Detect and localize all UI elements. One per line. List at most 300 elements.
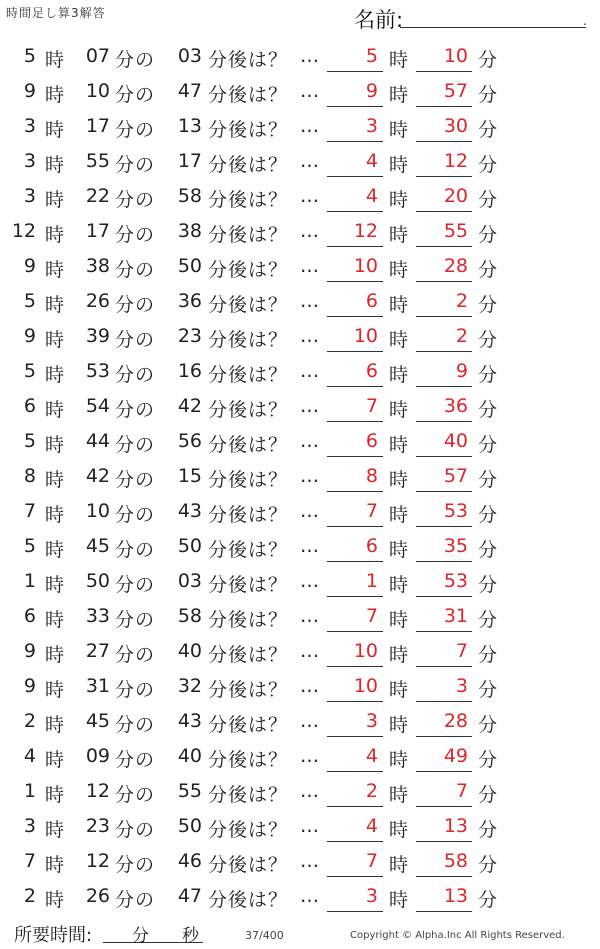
start-minute: 50 xyxy=(85,570,110,592)
start-hour: 3 xyxy=(23,115,36,137)
answer-minute: 36 xyxy=(443,395,468,417)
answer-hour: 2 xyxy=(365,780,378,802)
answer-hour-underline xyxy=(327,71,383,72)
hour-unit: 時 xyxy=(389,609,409,631)
start-hour: 2 xyxy=(23,885,36,907)
hour-unit: 時 xyxy=(45,469,65,491)
answer-minute: 40 xyxy=(443,430,468,452)
minutes-later-question: 分後は？ xyxy=(208,784,289,806)
answer-hour-underline xyxy=(327,526,383,527)
problem-row xyxy=(0,670,600,705)
minutes-of-label: 分の xyxy=(115,714,156,736)
minutes-of-label: 分の xyxy=(115,154,156,176)
problem-row xyxy=(0,75,600,110)
ellipsis: … xyxy=(300,815,319,837)
minute-unit: 分 xyxy=(478,679,498,701)
minute-unit: 分 xyxy=(478,49,498,71)
hour-unit: 時 xyxy=(389,539,409,561)
added-minutes: 38 xyxy=(177,220,202,242)
answer-minute-underline xyxy=(416,281,472,282)
start-hour: 9 xyxy=(23,640,36,662)
minutes-of-label: 分の xyxy=(115,889,156,911)
start-minute: 23 xyxy=(85,815,110,837)
start-hour: 9 xyxy=(23,675,36,697)
hour-unit: 時 xyxy=(389,49,409,71)
hour-unit: 時 xyxy=(45,889,65,911)
answer-minute-underline xyxy=(416,176,472,177)
start-minute: 54 xyxy=(85,395,110,417)
start-hour: 5 xyxy=(23,290,36,312)
minutes-later-question: 分後は？ xyxy=(208,609,289,631)
ellipsis: … xyxy=(300,360,319,382)
minutes-later-question: 分後は？ xyxy=(208,714,289,736)
answer-minute: 57 xyxy=(443,465,468,487)
added-minutes: 50 xyxy=(177,535,202,557)
minute-unit: 分 xyxy=(478,784,498,806)
minute-unit: 分 xyxy=(478,609,498,631)
minutes-of-label: 分の xyxy=(115,364,156,386)
added-minutes: 46 xyxy=(177,850,202,872)
hour-unit: 時 xyxy=(45,329,65,351)
hour-unit: 時 xyxy=(389,854,409,876)
added-minutes: 55 xyxy=(177,780,202,802)
start-minute: 44 xyxy=(85,430,110,452)
minutes-later-question: 分後は？ xyxy=(208,119,289,141)
minutes-of-label: 分の xyxy=(115,259,156,281)
answer-minute-underline xyxy=(416,701,472,702)
minutes-of-label: 分の xyxy=(115,679,156,701)
hour-unit: 時 xyxy=(45,189,65,211)
answer-minute-underline xyxy=(416,561,472,562)
answer-hour: 5 xyxy=(365,45,378,67)
answer-hour: 6 xyxy=(365,535,378,557)
minute-unit: 分 xyxy=(478,504,498,526)
answer-minute-underline xyxy=(416,526,472,527)
problem-list xyxy=(0,40,600,915)
name-field-line[interactable] xyxy=(400,27,586,28)
hour-unit: 時 xyxy=(45,574,65,596)
minute-unit: 分 xyxy=(478,539,498,561)
hour-unit: 時 xyxy=(45,504,65,526)
answer-minute: 12 xyxy=(443,150,468,172)
ellipsis: … xyxy=(300,640,319,662)
answer-minute: 55 xyxy=(443,220,468,242)
added-minutes: 43 xyxy=(177,500,202,522)
minutes-of-label: 分の xyxy=(115,119,156,141)
problem-row xyxy=(0,705,600,740)
ellipsis: … xyxy=(300,255,319,277)
answer-minute-underline xyxy=(416,631,472,632)
minutes-later-question: 分後は？ xyxy=(208,644,289,666)
answer-hour: 3 xyxy=(365,115,378,137)
hour-unit: 時 xyxy=(45,644,65,666)
hour-unit: 時 xyxy=(389,714,409,736)
answer-hour-underline xyxy=(327,736,383,737)
ellipsis: … xyxy=(300,290,319,312)
problem-row xyxy=(0,390,600,425)
hour-unit: 時 xyxy=(389,119,409,141)
answer-hour: 4 xyxy=(365,150,378,172)
start-minute: 09 xyxy=(85,745,110,767)
answer-minute-underline xyxy=(416,211,472,212)
start-minute: 33 xyxy=(85,605,110,627)
answer-hour-underline xyxy=(327,596,383,597)
minutes-later-question: 分後は？ xyxy=(208,889,289,911)
hour-unit: 時 xyxy=(389,224,409,246)
minutes-later-question: 分後は？ xyxy=(208,749,289,771)
minute-unit: 分 xyxy=(478,364,498,386)
hour-unit: 時 xyxy=(389,749,409,771)
problem-row xyxy=(0,495,600,530)
start-minute: 17 xyxy=(85,220,110,242)
answer-hour-underline xyxy=(327,281,383,282)
hour-unit: 時 xyxy=(45,714,65,736)
answer-hour: 12 xyxy=(353,220,378,242)
ellipsis: … xyxy=(300,605,319,627)
start-minute: 17 xyxy=(85,115,110,137)
hour-unit: 時 xyxy=(389,84,409,106)
hour-unit: 時 xyxy=(389,469,409,491)
minutes-later-question: 分後は？ xyxy=(208,819,289,841)
hour-unit: 時 xyxy=(45,119,65,141)
start-hour: 3 xyxy=(23,815,36,837)
hour-unit: 時 xyxy=(389,154,409,176)
minutes-of-label: 分の xyxy=(115,609,156,631)
hour-unit: 時 xyxy=(389,399,409,421)
answer-minute-underline xyxy=(416,106,472,107)
added-minutes: 16 xyxy=(177,360,202,382)
answer-minute-underline xyxy=(416,771,472,772)
hour-unit: 時 xyxy=(45,749,65,771)
minute-unit: 分 xyxy=(478,854,498,876)
answer-minute-underline xyxy=(416,491,472,492)
answer-minute-underline xyxy=(416,421,472,422)
start-hour: 7 xyxy=(23,850,36,872)
problem-row xyxy=(0,530,600,565)
start-hour: 9 xyxy=(23,255,36,277)
answer-minute-underline xyxy=(416,456,472,457)
hour-unit: 時 xyxy=(45,854,65,876)
answer-hour: 8 xyxy=(365,465,378,487)
answer-minute: 57 xyxy=(443,80,468,102)
added-minutes: 43 xyxy=(177,710,202,732)
minutes-later-question: 分後は？ xyxy=(208,154,289,176)
answer-hour-underline xyxy=(327,666,383,667)
name-line-end-dot: . xyxy=(583,14,587,28)
answer-hour: 7 xyxy=(365,395,378,417)
added-minutes: 47 xyxy=(177,885,202,907)
copyright-notice: Copyright © Alpha.Inc All Rights Reserved. xyxy=(350,930,565,941)
start-hour: 9 xyxy=(23,325,36,347)
minutes-of-label: 分の xyxy=(115,504,156,526)
start-minute: 07 xyxy=(85,45,110,67)
hour-unit: 時 xyxy=(389,784,409,806)
minutes-of-label: 分の xyxy=(115,784,156,806)
hour-unit: 時 xyxy=(45,784,65,806)
start-hour: 1 xyxy=(23,570,36,592)
ellipsis: … xyxy=(300,325,319,347)
minutes-of-label: 分の xyxy=(115,644,156,666)
minutes-later-question: 分後は？ xyxy=(208,224,289,246)
answer-minute: 31 xyxy=(443,605,468,627)
start-hour: 4 xyxy=(23,745,36,767)
hour-unit: 時 xyxy=(389,574,409,596)
ellipsis: … xyxy=(300,220,319,242)
start-minute: 10 xyxy=(85,80,110,102)
answer-hour-underline xyxy=(327,806,383,807)
start-hour: 8 xyxy=(23,465,36,487)
answer-hour: 7 xyxy=(365,500,378,522)
minutes-later-question: 分後は？ xyxy=(208,504,289,526)
hour-unit: 時 xyxy=(45,49,65,71)
minutes-later-question: 分後は？ xyxy=(208,84,289,106)
answer-minute: 13 xyxy=(443,815,468,837)
answer-minute: 2 xyxy=(455,290,468,312)
added-minutes: 23 xyxy=(177,325,202,347)
minutes-of-label: 分の xyxy=(115,189,156,211)
answer-hour-underline xyxy=(327,456,383,457)
minute-unit: 分 xyxy=(478,469,498,491)
minutes-of-label: 分の xyxy=(115,539,156,561)
page-number: 37/400 xyxy=(245,929,284,942)
answer-hour-underline xyxy=(327,141,383,142)
answer-hour-underline xyxy=(327,211,383,212)
answer-minute-underline xyxy=(416,351,472,352)
answer-minute: 9 xyxy=(455,360,468,382)
problem-row xyxy=(0,285,600,320)
start-hour: 5 xyxy=(23,430,36,452)
hour-unit: 時 xyxy=(389,189,409,211)
problem-row xyxy=(0,775,600,810)
ellipsis: … xyxy=(300,430,319,452)
hour-unit: 時 xyxy=(389,819,409,841)
answer-hour-underline xyxy=(327,246,383,247)
ellipsis: … xyxy=(300,780,319,802)
problem-row xyxy=(0,320,600,355)
minutes-later-question: 分後は？ xyxy=(208,574,289,596)
answer-minute-underline xyxy=(416,876,472,877)
minute-unit: 分 xyxy=(478,819,498,841)
minutes-later-question: 分後は？ xyxy=(208,364,289,386)
ellipsis: … xyxy=(300,465,319,487)
answer-hour-underline xyxy=(327,106,383,107)
added-minutes: 47 xyxy=(177,80,202,102)
answer-minute: 49 xyxy=(443,745,468,767)
problem-row xyxy=(0,460,600,495)
answer-hour-underline xyxy=(327,771,383,772)
ellipsis: … xyxy=(300,850,319,872)
ellipsis: … xyxy=(300,185,319,207)
hour-unit: 時 xyxy=(45,399,65,421)
answer-minute: 3 xyxy=(455,675,468,697)
minutes-of-label: 分の xyxy=(115,819,156,841)
time-minute-unit: 分 xyxy=(132,926,149,946)
answer-minute: 30 xyxy=(443,115,468,137)
start-hour: 3 xyxy=(23,150,36,172)
minutes-of-label: 分の xyxy=(115,399,156,421)
start-minute: 12 xyxy=(85,780,110,802)
answer-hour: 10 xyxy=(353,325,378,347)
start-minute: 26 xyxy=(85,885,110,907)
added-minutes: 40 xyxy=(177,640,202,662)
answer-hour-underline xyxy=(327,561,383,562)
ellipsis: … xyxy=(300,115,319,137)
minutes-later-question: 分後は？ xyxy=(208,399,289,421)
answer-hour: 3 xyxy=(365,710,378,732)
minutes-of-label: 分の xyxy=(115,224,156,246)
answer-hour: 4 xyxy=(365,745,378,767)
answer-hour: 1 xyxy=(365,570,378,592)
problem-row xyxy=(0,145,600,180)
problem-row xyxy=(0,215,600,250)
start-hour: 5 xyxy=(23,360,36,382)
minute-unit: 分 xyxy=(478,154,498,176)
added-minutes: 56 xyxy=(177,430,202,452)
added-minutes: 03 xyxy=(177,45,202,67)
ellipsis: … xyxy=(300,535,319,557)
start-minute: 27 xyxy=(85,640,110,662)
hour-unit: 時 xyxy=(45,364,65,386)
answer-hour: 6 xyxy=(365,290,378,312)
start-minute: 10 xyxy=(85,500,110,522)
hour-unit: 時 xyxy=(45,294,65,316)
answer-hour: 3 xyxy=(365,885,378,907)
added-minutes: 42 xyxy=(177,395,202,417)
ellipsis: … xyxy=(300,745,319,767)
added-minutes: 03 xyxy=(177,570,202,592)
added-minutes: 17 xyxy=(177,150,202,172)
problem-row xyxy=(0,845,600,880)
answer-hour-underline xyxy=(327,876,383,877)
start-minute: 53 xyxy=(85,360,110,382)
added-minutes: 58 xyxy=(177,605,202,627)
minutes-of-label: 分の xyxy=(115,749,156,771)
answer-hour: 10 xyxy=(353,675,378,697)
answer-minute: 53 xyxy=(443,570,468,592)
problem-row xyxy=(0,425,600,460)
hour-unit: 時 xyxy=(389,504,409,526)
start-hour: 12 xyxy=(11,220,36,242)
time-required-label: 所要時間: xyxy=(14,925,93,946)
hour-unit: 時 xyxy=(45,434,65,456)
problem-row xyxy=(0,40,600,75)
minutes-later-question: 分後は？ xyxy=(208,259,289,281)
answer-hour: 10 xyxy=(353,255,378,277)
answer-hour: 9 xyxy=(365,80,378,102)
answer-minute-underline xyxy=(416,806,472,807)
minutes-of-label: 分の xyxy=(115,854,156,876)
ellipsis: … xyxy=(300,710,319,732)
answer-hour-underline xyxy=(327,631,383,632)
hour-unit: 時 xyxy=(45,154,65,176)
minute-unit: 分 xyxy=(478,119,498,141)
minute-unit: 分 xyxy=(478,574,498,596)
start-hour: 5 xyxy=(23,535,36,557)
minutes-of-label: 分の xyxy=(115,329,156,351)
minutes-of-label: 分の xyxy=(115,434,156,456)
minutes-of-label: 分の xyxy=(115,49,156,71)
hour-unit: 時 xyxy=(389,329,409,351)
answer-minute: 20 xyxy=(443,185,468,207)
start-minute: 45 xyxy=(85,710,110,732)
ellipsis: … xyxy=(300,570,319,592)
answer-minute: 28 xyxy=(443,710,468,732)
minutes-of-label: 分の xyxy=(115,574,156,596)
ellipsis: … xyxy=(300,150,319,172)
minute-unit: 分 xyxy=(478,889,498,911)
added-minutes: 36 xyxy=(177,290,202,312)
start-hour: 7 xyxy=(23,500,36,522)
ellipsis: … xyxy=(300,45,319,67)
start-hour: 1 xyxy=(23,780,36,802)
answer-minute: 58 xyxy=(443,850,468,872)
start-minute: 39 xyxy=(85,325,110,347)
minutes-later-question: 分後は？ xyxy=(208,854,289,876)
hour-unit: 時 xyxy=(389,434,409,456)
worksheet-title: 時間足し算3解答 xyxy=(6,6,106,20)
answer-hour-underline xyxy=(327,386,383,387)
answer-hour-underline xyxy=(327,841,383,842)
name-label: 名前: xyxy=(354,8,404,32)
start-hour: 6 xyxy=(23,395,36,417)
problem-row xyxy=(0,355,600,390)
answer-minute-underline xyxy=(416,841,472,842)
minutes-later-question: 分後は？ xyxy=(208,49,289,71)
start-hour: 2 xyxy=(23,710,36,732)
ellipsis: … xyxy=(300,675,319,697)
minute-unit: 分 xyxy=(478,329,498,351)
answer-minute: 28 xyxy=(443,255,468,277)
answer-minute: 13 xyxy=(443,885,468,907)
answer-minute: 53 xyxy=(443,500,468,522)
problem-row xyxy=(0,635,600,670)
hour-unit: 時 xyxy=(45,259,65,281)
added-minutes: 50 xyxy=(177,815,202,837)
minute-unit: 分 xyxy=(478,259,498,281)
hour-unit: 時 xyxy=(45,679,65,701)
problem-row xyxy=(0,250,600,285)
added-minutes: 15 xyxy=(177,465,202,487)
minute-unit: 分 xyxy=(478,399,498,421)
start-minute: 38 xyxy=(85,255,110,277)
added-minutes: 50 xyxy=(177,255,202,277)
minutes-of-label: 分の xyxy=(115,84,156,106)
minute-unit: 分 xyxy=(478,434,498,456)
answer-minute: 7 xyxy=(455,640,468,662)
answer-hour: 7 xyxy=(365,850,378,872)
answer-hour: 6 xyxy=(365,430,378,452)
minutes-later-question: 分後は？ xyxy=(208,679,289,701)
start-hour: 5 xyxy=(23,45,36,67)
answer-minute-underline xyxy=(416,141,472,142)
answer-hour-underline xyxy=(327,701,383,702)
minute-unit: 分 xyxy=(478,84,498,106)
start-minute: 26 xyxy=(85,290,110,312)
answer-minute: 2 xyxy=(455,325,468,347)
answer-minute: 35 xyxy=(443,535,468,557)
time-second-unit: 秒 xyxy=(182,926,199,946)
answer-minute-underline xyxy=(416,246,472,247)
problem-row xyxy=(0,180,600,215)
minutes-of-label: 分の xyxy=(115,469,156,491)
answer-hour: 4 xyxy=(365,815,378,837)
added-minutes: 58 xyxy=(177,185,202,207)
hour-unit: 時 xyxy=(45,609,65,631)
minutes-later-question: 分後は？ xyxy=(208,329,289,351)
added-minutes: 32 xyxy=(177,675,202,697)
problem-row xyxy=(0,880,600,915)
minute-unit: 分 xyxy=(478,714,498,736)
